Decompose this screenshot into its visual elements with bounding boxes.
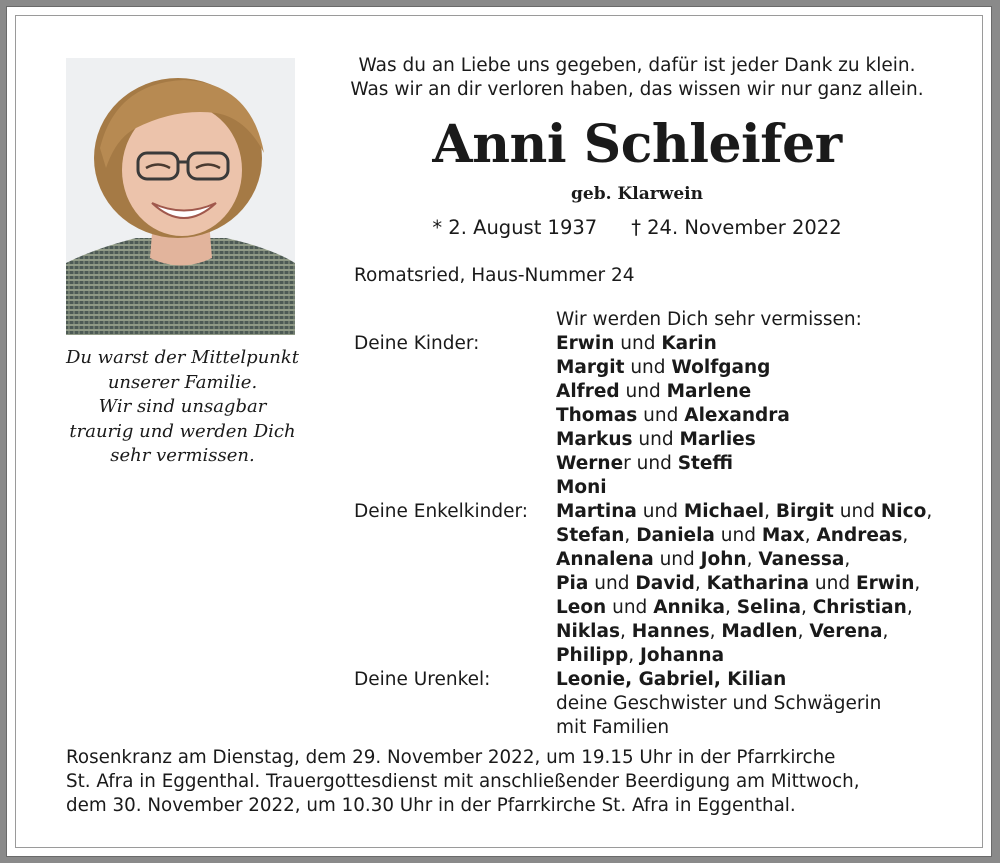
service-line: St. Afra in Eggenthal. Trauergottesdienst mit anschließender Beerdigung am Mittwoch, [66, 771, 860, 792]
grandchildren-label: Deine Enkelkinder: [354, 501, 528, 522]
separator: , [804, 525, 817, 546]
grandchild-name: Johanna [640, 645, 725, 666]
family-list [354, 308, 954, 740]
child-names [556, 380, 954, 404]
separator: und [809, 573, 857, 594]
quote-line: sehr vermissen. [110, 445, 255, 466]
mourning-intro: Wir werden Dich sehr vermissen: [556, 309, 862, 330]
separator: , [709, 621, 722, 642]
separator: , [624, 525, 637, 546]
grandchildren-row [354, 524, 954, 548]
grandchildren-row [354, 572, 954, 596]
quote-line: Du warst der Mittelpunkt [65, 347, 300, 368]
child-row [354, 404, 954, 428]
poem [322, 54, 952, 102]
grandchild-name: Michael [683, 501, 765, 522]
separator: , [800, 597, 813, 618]
child-name: Moni [556, 477, 607, 498]
separator: , [746, 549, 759, 570]
separator: , [926, 501, 933, 522]
separator: , [797, 621, 810, 642]
grandchildren-names [556, 620, 954, 644]
grandchildren-row [354, 620, 954, 644]
grandchild-name: Birgit [775, 501, 834, 522]
joiner: und [614, 333, 662, 354]
child-row [354, 476, 954, 500]
grandchild-name: Pia [556, 573, 589, 594]
separator: und [833, 501, 881, 522]
grandchildren-names [556, 524, 954, 548]
separator: und [714, 525, 762, 546]
child-row [354, 428, 954, 452]
grandchild-name: Christian [812, 597, 907, 618]
life-dates [322, 215, 952, 241]
grandchildren-names [556, 548, 954, 572]
child-row [354, 380, 954, 404]
grandchild-name: David [635, 573, 695, 594]
grandchild-name: Andreas [816, 525, 903, 546]
siblings-line: deine Geschwister und Schwägerin [556, 693, 882, 714]
grandchildren-row [354, 500, 954, 524]
separator: , [694, 573, 707, 594]
poem-line: Was du an Liebe uns gegeben, dafür ist jeder Dank zu klein. [358, 55, 916, 76]
grandchildren-row [354, 548, 954, 572]
obituary-frame [6, 6, 992, 857]
joiner: und [637, 405, 685, 426]
child-name: Erwin [556, 333, 615, 354]
address: Romatsried, Haus-Nummer 24 [354, 265, 635, 286]
joiner: r und [623, 453, 678, 474]
memorial-quote [44, 346, 321, 469]
grandchildren-names [556, 644, 954, 668]
maiden-name: geb. Klarwein [571, 184, 703, 204]
grandchild-name: Katharina [706, 573, 810, 594]
grandchildren-row [354, 596, 954, 620]
birth-date: * 2. August 1937 [432, 216, 598, 239]
grandchild-name: Selina [736, 597, 801, 618]
partner-name: Marlene [666, 381, 752, 402]
joiner: und [624, 357, 672, 378]
partner-name: Karin [661, 333, 717, 354]
obituary-card [15, 15, 983, 848]
separator: , [628, 645, 641, 666]
child-names [556, 332, 954, 356]
grandchild-name: Martina [556, 501, 637, 522]
separator: , [914, 573, 921, 594]
grandchild-name: Stefan [556, 525, 625, 546]
death-date: † 24. November 2022 [631, 216, 842, 239]
child-names [556, 404, 954, 428]
partner-name: Marlies [679, 429, 756, 450]
portrait-photo [66, 58, 295, 335]
grandchildren-names [556, 500, 954, 524]
child-name: Markus [556, 429, 633, 450]
grandchild-name: Hannes [631, 621, 710, 642]
great-grandchildren-label: Deine Urenkel: [354, 669, 491, 690]
child-row [354, 356, 954, 380]
partner-name: Steffi [677, 453, 734, 474]
grandchild-name: Philipp [556, 645, 629, 666]
separator: , [764, 501, 776, 522]
separator: , [724, 597, 737, 618]
separator: , [906, 597, 913, 618]
siblings-line: mit Familien [556, 717, 670, 738]
child-row [354, 452, 954, 476]
grandchild-name: John [700, 549, 747, 570]
separator: und [636, 501, 684, 522]
service-line: Rosenkranz am Dienstag, dem 29. November 2022, um 19.15 Uhr in der Pfarrkirche [66, 747, 836, 768]
grandchild-name: Niklas [556, 621, 620, 642]
great-grandchildren-names: Leonie, Gabriel, Kilian [556, 669, 787, 690]
separator: , [619, 621, 632, 642]
child-names [556, 452, 954, 476]
poem-line: Was wir an dir verloren haben, das wissen wir nur ganz allein. [350, 79, 924, 100]
child-names [556, 428, 954, 452]
grandchild-name: Nico [880, 501, 927, 522]
separator: , [902, 525, 909, 546]
grandchild-name: Max [761, 525, 805, 546]
separator: , [844, 549, 851, 570]
joiner: und [632, 429, 680, 450]
grandchild-name: Erwin [856, 573, 915, 594]
quote-line: unserer Familie. [107, 371, 258, 393]
child-name: Werne [556, 453, 624, 474]
child-names [556, 356, 954, 380]
children-label: Deine Kinder: [354, 333, 480, 354]
partner-name: Alexandra [684, 405, 790, 426]
grandchild-name: Verena [809, 621, 883, 642]
grandchild-name: Leon [556, 597, 607, 618]
separator: und [606, 597, 654, 618]
child-name: Alfred [556, 381, 620, 402]
child-name: Margit [556, 357, 625, 378]
child-row [354, 332, 954, 356]
child-names [556, 476, 954, 500]
separator: und [653, 549, 701, 570]
quote-line: Wir sind unsagbar [98, 396, 267, 417]
partner-name: Wolfgang [671, 357, 771, 378]
separator: , [882, 621, 889, 642]
service-info [66, 746, 966, 818]
grandchildren-names [556, 572, 954, 596]
grandchild-name: Annalena [556, 549, 654, 570]
deceased-name: Anni Schleifer [432, 114, 842, 175]
grandchild-name: Vanessa [758, 549, 845, 570]
grandchild-name: Annika [653, 597, 725, 618]
grandchild-name: Daniela [636, 525, 715, 546]
quote-line: traurig und werden Dich [69, 420, 296, 442]
grandchildren-names [556, 596, 954, 620]
joiner: und [619, 381, 667, 402]
service-line: dem 30. November 2022, um 10.30 Uhr in der Pfarrkirche St. Afra in Eggenthal. [66, 795, 796, 816]
grandchildren-row [354, 644, 954, 668]
child-name: Thomas [556, 405, 638, 426]
grandchild-name: Madlen [721, 621, 798, 642]
separator: und [588, 573, 636, 594]
